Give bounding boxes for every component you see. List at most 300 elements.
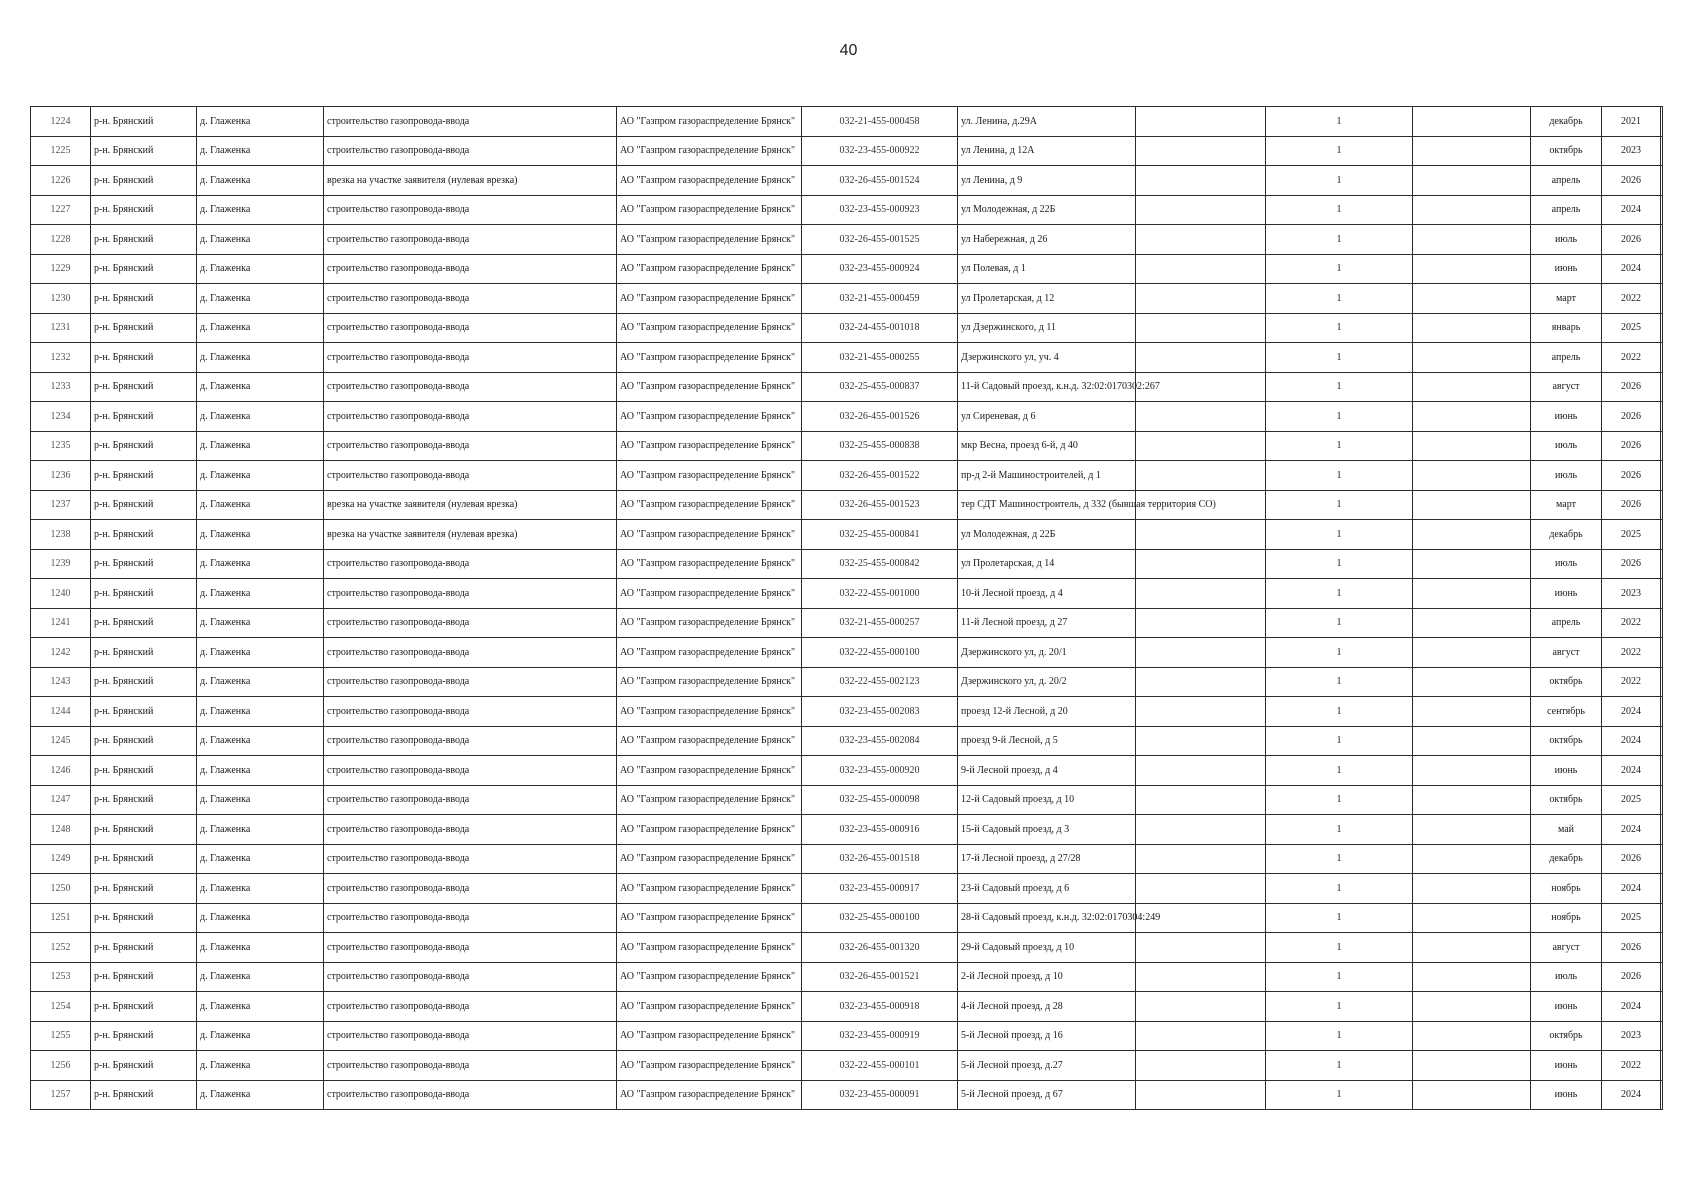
locality-cell: д. Глаженка [197,1051,324,1081]
empty-cell [1136,726,1266,756]
address-cell: 17-й Лесной проезд, д 27/28 [958,844,1136,874]
work-type-cell: строительство газопровода-ввода [324,667,617,697]
locality-cell: д. Глаженка [197,785,324,815]
empty-cell [1136,667,1266,697]
empty-cell [1661,461,1663,491]
row-number-cell: 1245 [31,726,91,756]
table-row [31,697,1663,727]
row-number-cell: 1250 [31,874,91,904]
year-cell: 2025 [1602,520,1661,550]
address-cell: 5-й Лесной проезд, д.27 [958,1051,1136,1081]
empty-cell [1136,1051,1266,1081]
empty-cell [1413,549,1531,579]
application-code-cell: 032-23-455-000919 [802,1021,958,1051]
empty-cell [1413,402,1531,432]
empty-cell [1413,136,1531,166]
locality-cell: д. Глаженка [197,874,324,904]
year-cell: 2024 [1602,697,1661,727]
address-cell: ул. Ленина, д.29А [958,107,1136,137]
empty-cell [1661,107,1663,137]
empty-cell [1413,962,1531,992]
table-row [31,815,1663,845]
empty-cell [1661,697,1663,727]
count-cell: 1 [1266,520,1413,550]
year-cell: 2026 [1602,402,1661,432]
month-cell: июнь [1531,1080,1602,1110]
address-cell: Дзержинского ул, д. 20/1 [958,638,1136,668]
row-number-cell: 1226 [31,166,91,196]
work-type-cell: строительство газопровода-ввода [324,697,617,727]
work-type-cell: строительство газопровода-ввода [324,1080,617,1110]
month-cell: сентябрь [1531,697,1602,727]
work-type-cell: строительство газопровода-ввода [324,343,617,373]
locality-cell: д. Глаженка [197,284,324,314]
year-cell: 2024 [1602,815,1661,845]
district-cell: р-н. Брянский [91,520,197,550]
table-row [31,490,1663,520]
address-cell: ул Ленина, д 12А [958,136,1136,166]
work-type-cell: строительство газопровода-ввода [324,844,617,874]
year-cell: 2026 [1602,372,1661,402]
count-cell: 1 [1266,343,1413,373]
count-cell: 1 [1266,402,1413,432]
month-cell: июнь [1531,992,1602,1022]
application-code-cell: 032-23-455-000918 [802,992,958,1022]
year-cell: 2022 [1602,1051,1661,1081]
empty-cell [1413,343,1531,373]
organization-cell: АО "Газпром газораспределение Брянск" [617,697,802,727]
locality-cell: д. Глаженка [197,726,324,756]
empty-cell [1661,1080,1663,1110]
year-cell: 2026 [1602,431,1661,461]
empty-cell [1661,903,1663,933]
work-type-cell: врезка на участке заявителя (нулевая врезка) [324,490,617,520]
organization-cell: АО "Газпром газораспределение Брянск" [617,638,802,668]
empty-cell [1661,726,1663,756]
organization-cell: АО "Газпром газораспределение Брянск" [617,402,802,432]
row-number-cell: 1248 [31,815,91,845]
empty-cell [1413,608,1531,638]
locality-cell: д. Глаженка [197,431,324,461]
organization-cell: АО "Газпром газораспределение Брянск" [617,313,802,343]
work-type-cell: строительство газопровода-ввода [324,254,617,284]
table-row [31,225,1663,255]
locality-cell: д. Глаженка [197,166,324,196]
empty-cell [1661,490,1663,520]
empty-cell [1413,520,1531,550]
empty-cell [1136,284,1266,314]
table-row [31,372,1663,402]
organization-cell: АО "Газпром газораспределение Брянск" [617,1021,802,1051]
empty-cell [1136,579,1266,609]
empty-cell [1136,461,1266,491]
organization-cell: АО "Газпром газораспределение Брянск" [617,166,802,196]
address-cell: мкр Весна, проезд 6-й, д 40 [958,431,1136,461]
table-row [31,844,1663,874]
application-code-cell: 032-22-455-000101 [802,1051,958,1081]
district-cell: р-н. Брянский [91,933,197,963]
work-type-cell: строительство газопровода-ввода [324,372,617,402]
empty-cell [1136,756,1266,786]
year-cell: 2026 [1602,844,1661,874]
row-number-cell: 1241 [31,608,91,638]
count-cell: 1 [1266,933,1413,963]
empty-cell [1413,461,1531,491]
work-type-cell: строительство газопровода-ввода [324,992,617,1022]
registry-table [30,106,1663,1110]
work-type-cell: строительство газопровода-ввода [324,962,617,992]
work-type-cell: строительство газопровода-ввода [324,815,617,845]
organization-cell: АО "Газпром газораспределение Брянск" [617,992,802,1022]
empty-cell [1136,520,1266,550]
row-number-cell: 1232 [31,343,91,373]
address-cell: 15-й Садовый проезд, д 3 [958,815,1136,845]
application-code-cell: 032-23-455-002083 [802,697,958,727]
empty-cell [1136,107,1266,137]
district-cell: р-н. Брянский [91,697,197,727]
locality-cell: д. Глаженка [197,933,324,963]
address-cell: ул Дзержинского, д 11 [958,313,1136,343]
year-cell: 2024 [1602,195,1661,225]
month-cell: июнь [1531,402,1602,432]
address-cell: ул Сиреневая, д 6 [958,402,1136,432]
row-number-cell: 1237 [31,490,91,520]
district-cell: р-н. Брянский [91,402,197,432]
application-code-cell: 032-25-455-000841 [802,520,958,550]
page-number: 40 [839,42,858,59]
work-type-cell: строительство газопровода-ввода [324,1051,617,1081]
table-row [31,579,1663,609]
work-type-cell: строительство газопровода-ввода [324,638,617,668]
address-cell: ул Полевая, д 1 [958,254,1136,284]
table-row [31,431,1663,461]
address-cell: тер СДТ Машиностроитель, д 332 (бывшая территория СО) [958,490,1136,520]
count-cell: 1 [1266,254,1413,284]
count-cell: 1 [1266,284,1413,314]
application-code-cell: 032-23-455-000923 [802,195,958,225]
district-cell: р-н. Брянский [91,136,197,166]
row-number-cell: 1227 [31,195,91,225]
work-type-cell: строительство газопровода-ввода [324,726,617,756]
year-cell: 2022 [1602,638,1661,668]
table-row [31,254,1663,284]
organization-cell: АО "Газпром газораспределение Брянск" [617,726,802,756]
application-code-cell: 032-26-455-001522 [802,461,958,491]
empty-cell [1661,402,1663,432]
work-type-cell: врезка на участке заявителя (нулевая врезка) [324,520,617,550]
month-cell: декабрь [1531,844,1602,874]
row-number-cell: 1225 [31,136,91,166]
empty-cell [1136,815,1266,845]
year-cell: 2026 [1602,933,1661,963]
row-number-cell: 1233 [31,372,91,402]
row-number-cell: 1257 [31,1080,91,1110]
empty-cell [1413,490,1531,520]
empty-cell [1661,962,1663,992]
month-cell: июнь [1531,254,1602,284]
empty-cell [1661,1051,1663,1081]
count-cell: 1 [1266,1021,1413,1051]
row-number-cell: 1252 [31,933,91,963]
address-cell: ул Ленина, д 9 [958,166,1136,196]
organization-cell: АО "Газпром газораспределение Брянск" [617,815,802,845]
table-row [31,992,1663,1022]
district-cell: р-н. Брянский [91,1021,197,1051]
organization-cell: АО "Газпром газораспределение Брянск" [617,461,802,491]
month-cell: июль [1531,962,1602,992]
organization-cell: АО "Газпром газораспределение Брянск" [617,844,802,874]
empty-cell [1136,1021,1266,1051]
year-cell: 2021 [1602,107,1661,137]
table-row [31,608,1663,638]
month-cell: август [1531,933,1602,963]
empty-cell [1413,874,1531,904]
work-type-cell: строительство газопровода-ввода [324,756,617,786]
organization-cell: АО "Газпром газораспределение Брянск" [617,107,802,137]
month-cell: июнь [1531,756,1602,786]
address-cell: ул Молодежная, д 22Б [958,195,1136,225]
empty-cell [1136,962,1266,992]
organization-cell: АО "Газпром газораспределение Брянск" [617,136,802,166]
district-cell: р-н. Брянский [91,1051,197,1081]
month-cell: март [1531,490,1602,520]
application-code-cell: 032-26-455-001523 [802,490,958,520]
empty-cell [1136,549,1266,579]
work-type-cell: врезка на участке заявителя (нулевая врезка) [324,166,617,196]
table-row [31,343,1663,373]
application-code-cell: 032-23-455-000917 [802,874,958,904]
district-cell: р-н. Брянский [91,343,197,373]
application-code-cell: 032-25-455-000837 [802,372,958,402]
empty-cell [1136,608,1266,638]
work-type-cell: строительство газопровода-ввода [324,933,617,963]
empty-cell [1661,1021,1663,1051]
empty-cell [1136,933,1266,963]
empty-cell [1413,225,1531,255]
table-row [31,402,1663,432]
table-row [31,933,1663,963]
count-cell: 1 [1266,638,1413,668]
organization-cell: АО "Газпром газораспределение Брянск" [617,343,802,373]
work-type-cell: строительство газопровода-ввода [324,1021,617,1051]
application-code-cell: 032-26-455-001524 [802,166,958,196]
organization-cell: АО "Газпром газораспределение Брянск" [617,549,802,579]
application-code-cell: 032-21-455-000255 [802,343,958,373]
month-cell: июнь [1531,1051,1602,1081]
locality-cell: д. Глаженка [197,844,324,874]
application-code-cell: 032-23-455-000924 [802,254,958,284]
empty-cell [1413,1021,1531,1051]
organization-cell: АО "Газпром газораспределение Брянск" [617,1080,802,1110]
count-cell: 1 [1266,874,1413,904]
empty-cell [1413,726,1531,756]
organization-cell: АО "Газпром газораспределение Брянск" [617,579,802,609]
month-cell: март [1531,284,1602,314]
empty-cell [1661,874,1663,904]
work-type-cell: строительство газопровода-ввода [324,785,617,815]
district-cell: р-н. Брянский [91,107,197,137]
count-cell: 1 [1266,844,1413,874]
row-number-cell: 1236 [31,461,91,491]
district-cell: р-н. Брянский [91,166,197,196]
district-cell: р-н. Брянский [91,638,197,668]
work-type-cell: строительство газопровода-ввода [324,874,617,904]
empty-cell [1661,431,1663,461]
organization-cell: АО "Газпром газораспределение Брянск" [617,667,802,697]
address-cell: Дзержинского ул, уч. 4 [958,343,1136,373]
district-cell: р-н. Брянский [91,785,197,815]
locality-cell: д. Глаженка [197,107,324,137]
year-cell: 2026 [1602,549,1661,579]
empty-cell [1661,254,1663,284]
district-cell: р-н. Брянский [91,608,197,638]
district-cell: р-н. Брянский [91,254,197,284]
application-code-cell: 032-21-455-000257 [802,608,958,638]
count-cell: 1 [1266,107,1413,137]
work-type-cell: строительство газопровода-ввода [324,136,617,166]
row-number-cell: 1249 [31,844,91,874]
address-cell: 29-й Садовый проезд, д 10 [958,933,1136,963]
row-number-cell: 1255 [31,1021,91,1051]
district-cell: р-н. Брянский [91,844,197,874]
address-cell: 28-й Садовый проезд, к.н.д. 32:02:0170304:249 [958,903,1136,933]
address-cell: 4-й Лесной проезд, д 28 [958,992,1136,1022]
address-cell: Дзержинского ул, д. 20/2 [958,667,1136,697]
empty-cell [1661,549,1663,579]
application-code-cell: 032-21-455-000459 [802,284,958,314]
month-cell: октябрь [1531,1021,1602,1051]
row-number-cell: 1234 [31,402,91,432]
address-cell: 5-й Лесной проезд, д 67 [958,1080,1136,1110]
empty-cell [1413,313,1531,343]
empty-cell [1413,284,1531,314]
empty-cell [1413,372,1531,402]
address-cell: ул Пролетарская, д 14 [958,549,1136,579]
locality-cell: д. Глаженка [197,579,324,609]
application-code-cell: 032-23-455-002084 [802,726,958,756]
empty-cell [1413,107,1531,137]
locality-cell: д. Глаженка [197,815,324,845]
empty-cell [1413,756,1531,786]
count-cell: 1 [1266,1051,1413,1081]
row-number-cell: 1230 [31,284,91,314]
locality-cell: д. Глаженка [197,638,324,668]
month-cell: октябрь [1531,667,1602,697]
empty-cell [1136,697,1266,727]
month-cell: январь [1531,313,1602,343]
empty-cell [1661,638,1663,668]
count-cell: 1 [1266,225,1413,255]
year-cell: 2025 [1602,313,1661,343]
table-row [31,1051,1663,1081]
year-cell: 2024 [1602,726,1661,756]
empty-cell [1661,992,1663,1022]
month-cell: октябрь [1531,726,1602,756]
year-cell: 2024 [1602,1080,1661,1110]
application-code-cell: 032-22-455-002123 [802,667,958,697]
locality-cell: д. Глаженка [197,372,324,402]
row-number-cell: 1244 [31,697,91,727]
organization-cell: АО "Газпром газораспределение Брянск" [617,195,802,225]
empty-cell [1413,785,1531,815]
registry-rows [31,107,1663,1110]
empty-cell [1413,254,1531,284]
empty-cell [1413,1080,1531,1110]
row-number-cell: 1256 [31,1051,91,1081]
year-cell: 2024 [1602,756,1661,786]
empty-cell [1413,579,1531,609]
work-type-cell: строительство газопровода-ввода [324,107,617,137]
table-row [31,638,1663,668]
empty-cell [1661,225,1663,255]
row-number-cell: 1235 [31,431,91,461]
work-type-cell: строительство газопровода-ввода [324,195,617,225]
empty-cell [1661,579,1663,609]
empty-cell [1136,343,1266,373]
empty-cell [1413,903,1531,933]
table-row [31,1080,1663,1110]
year-cell: 2024 [1602,254,1661,284]
month-cell: апрель [1531,195,1602,225]
empty-cell [1661,284,1663,314]
district-cell: р-н. Брянский [91,372,197,402]
locality-cell: д. Глаженка [197,756,324,786]
organization-cell: АО "Газпром газораспределение Брянск" [617,903,802,933]
month-cell: апрель [1531,166,1602,196]
district-cell: р-н. Брянский [91,579,197,609]
application-code-cell: 032-26-455-001320 [802,933,958,963]
table-row [31,195,1663,225]
district-cell: р-н. Брянский [91,1080,197,1110]
address-cell: 10-й Лесной проезд, д 4 [958,579,1136,609]
empty-cell [1136,402,1266,432]
empty-cell [1661,520,1663,550]
work-type-cell: строительство газопровода-ввода [324,402,617,432]
table-row [31,549,1663,579]
district-cell: р-н. Брянский [91,756,197,786]
year-cell: 2022 [1602,667,1661,697]
row-number-cell: 1239 [31,549,91,579]
application-code-cell: 032-22-455-000100 [802,638,958,668]
count-cell: 1 [1266,726,1413,756]
count-cell: 1 [1266,962,1413,992]
table-row [31,313,1663,343]
organization-cell: АО "Газпром газораспределение Брянск" [617,1051,802,1081]
empty-cell [1136,431,1266,461]
year-cell: 2026 [1602,225,1661,255]
table-row [31,520,1663,550]
table-row [31,903,1663,933]
organization-cell: АО "Газпром газораспределение Брянск" [617,608,802,638]
address-cell: 23-й Садовый проезд, д 6 [958,874,1136,904]
address-cell: 12-й Садовый проезд, д 10 [958,785,1136,815]
district-cell: р-н. Брянский [91,225,197,255]
month-cell: июль [1531,549,1602,579]
count-cell: 1 [1266,1080,1413,1110]
count-cell: 1 [1266,608,1413,638]
address-cell: 11-й Лесной проезд, д 27 [958,608,1136,638]
month-cell: август [1531,638,1602,668]
organization-cell: АО "Газпром газораспределение Брянск" [617,962,802,992]
locality-cell: д. Глаженка [197,195,324,225]
application-code-cell: 032-25-455-000842 [802,549,958,579]
empty-cell [1661,343,1663,373]
year-cell: 2022 [1602,608,1661,638]
year-cell: 2024 [1602,992,1661,1022]
work-type-cell: строительство газопровода-ввода [324,903,617,933]
month-cell: июль [1531,461,1602,491]
table-row [31,1021,1663,1051]
